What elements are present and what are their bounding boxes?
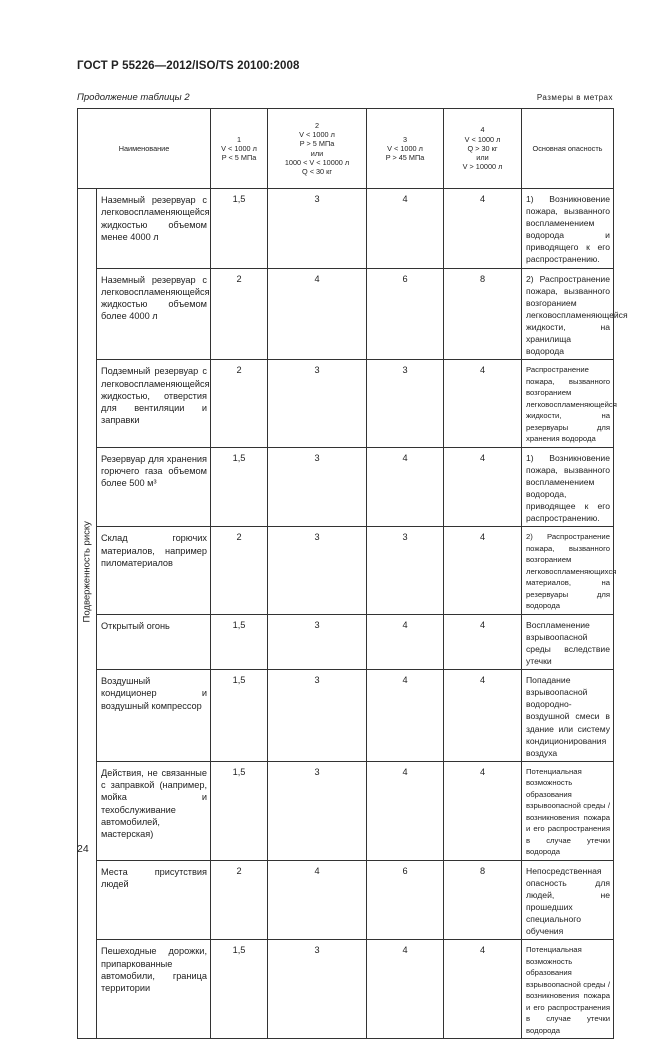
table-row <box>78 860 614 940</box>
col-header-4: 4 V < 1000 л Q > 30 кг или V > 10000 л <box>444 109 522 189</box>
distances-table <box>77 108 628 1039</box>
row-hazard: Потенциальная возможность образования взрывоопасной среды / возникновения пожара и его распространения в случае утечки водорода <box>522 761 614 860</box>
row-value-3: 4 <box>367 447 444 527</box>
row-value-1: 1,5 <box>211 940 268 1039</box>
row-value-3: 4 <box>367 670 444 762</box>
row-value-3: 3 <box>367 527 444 615</box>
row-value-4: 4 <box>444 189 522 269</box>
table-row <box>78 447 614 527</box>
row-value-4: 4 <box>444 670 522 762</box>
row-value-3: 6 <box>367 268 444 360</box>
table-row <box>78 940 614 1039</box>
row-name: Наземный резервуар с легковоспламеняющейся жидкостью объемом менее 4000 л <box>97 189 211 269</box>
row-hazard: 2) Распространение пожара, вызванного возгоранием легковоспламеняющейся жидкости, на хранилища водорода <box>522 268 614 360</box>
row-value-1: 1,5 <box>211 189 268 269</box>
col-header-3: 3 V < 1000 л P > 45 МПа <box>367 109 444 189</box>
col-header-hazard: Основная опасность <box>522 109 614 189</box>
row-hazard: Воспламенение взрывоопасной среды вследствие утечки <box>522 614 614 669</box>
row-hazard: Непосредственная опасность для людей, не прошедших специального обучения <box>522 860 614 940</box>
row-hazard: Попадание взрывоопасной водородно-воздушной смеси в здание или систему кондиционирования воздуха <box>522 670 614 762</box>
row-hazard: 2) Распространение пожара, вызванного возгоранием легковоспламеняющихся материалов, на резервуары для водорода <box>522 527 614 615</box>
row-name: Пешеходные дорожки, припаркованные автомобили, граница территории <box>97 940 211 1039</box>
row-value-3: 6 <box>367 860 444 940</box>
row-value-2: 3 <box>268 360 367 448</box>
row-value-4: 4 <box>444 940 522 1039</box>
row-value-1: 1,5 <box>211 670 268 762</box>
row-value-4: 4 <box>444 447 522 527</box>
row-value-2: 4 <box>268 860 367 940</box>
row-value-2: 3 <box>268 670 367 762</box>
row-value-1: 2 <box>211 527 268 615</box>
row-value-2: 3 <box>268 940 367 1039</box>
row-value-3: 3 <box>367 360 444 448</box>
row-value-2: 3 <box>268 189 367 269</box>
row-value-3: 4 <box>367 761 444 860</box>
row-value-4: 4 <box>444 360 522 448</box>
row-name: Наземный резервуар с легковоспламеняющейся жидкостью объемом более 4000 л <box>97 268 211 360</box>
table-row <box>78 189 614 269</box>
row-value-2: 3 <box>268 614 367 669</box>
row-value-1: 2 <box>211 268 268 360</box>
row-value-4: 8 <box>444 860 522 940</box>
row-name: Действия, не связанные с заправкой (например, мойка и техобслуживание автомобилей, мастерская) <box>97 761 211 860</box>
row-name: Открытый огонь <box>97 614 211 669</box>
table-row <box>78 761 614 860</box>
row-hazard: 1) Возникновение пожара, вызванного воспламенением водорода, приводящее к его распространению. <box>522 447 614 527</box>
row-value-1: 2 <box>211 860 268 940</box>
row-hazard: Распространение пожара, вызванного возгоранием легковоспламеняющейся жидкости, на резервуары для хранения водорода <box>522 360 614 448</box>
col-header-2: 2 V < 1000 л P > 5 МПа или 1000 < V < 10000 л Q < 30 кг <box>268 109 367 189</box>
row-value-4: 4 <box>444 527 522 615</box>
row-value-2: 3 <box>268 527 367 615</box>
units-note: Размеры в метрах <box>536 93 613 102</box>
row-value-2: 4 <box>268 268 367 360</box>
table-row <box>78 527 614 615</box>
group-label: Подверженность риску <box>81 521 93 623</box>
row-value-4: 8 <box>444 268 522 360</box>
page-number: 24 <box>77 843 89 855</box>
row-value-1: 1,5 <box>211 761 268 860</box>
table-row <box>78 614 614 669</box>
row-name: Склад горючих материалов, например пиломатериалов <box>97 527 211 615</box>
col-header-1: 1 V < 1000 л P < 5 МПа <box>211 109 268 189</box>
table-continuation-label: Продолжение таблицы 2 <box>77 92 190 103</box>
row-value-3: 4 <box>367 940 444 1039</box>
row-value-4: 4 <box>444 614 522 669</box>
row-value-1: 1,5 <box>211 447 268 527</box>
row-value-2: 3 <box>268 447 367 527</box>
row-value-3: 4 <box>367 189 444 269</box>
table-row <box>78 268 614 360</box>
document-header: ГОСТ Р 55226—2012/ISO/TS 20100:2008 <box>77 60 300 72</box>
group-label-cell <box>78 189 97 1039</box>
row-name: Воздушный кондиционер и воздушный компрессор <box>97 670 211 762</box>
row-value-3: 4 <box>367 614 444 669</box>
row-value-1: 2 <box>211 360 268 448</box>
row-name: Подземный резервуар с легковоспламеняющейся жидкостью, отверстия для вентиляции и заправки <box>97 360 211 448</box>
table-row <box>78 670 614 762</box>
col-header-name: Наименование <box>78 109 211 189</box>
table-row <box>78 360 614 448</box>
row-hazard: 1) Возникновение пожара, вызванного воспламенением водорода и приводящего к его распространению. <box>522 189 614 269</box>
row-value-4: 4 <box>444 761 522 860</box>
row-value-1: 1,5 <box>211 614 268 669</box>
row-hazard: Потенциальная возможность образования взрывоопасной среды / возникновения пожара и его распространения в случае утечки водорода <box>522 940 614 1039</box>
row-name: Резервуар для хранения горючего газа объемом более 500 м³ <box>97 447 211 527</box>
row-name: Места присутствия людей <box>97 860 211 940</box>
row-value-2: 3 <box>268 761 367 860</box>
